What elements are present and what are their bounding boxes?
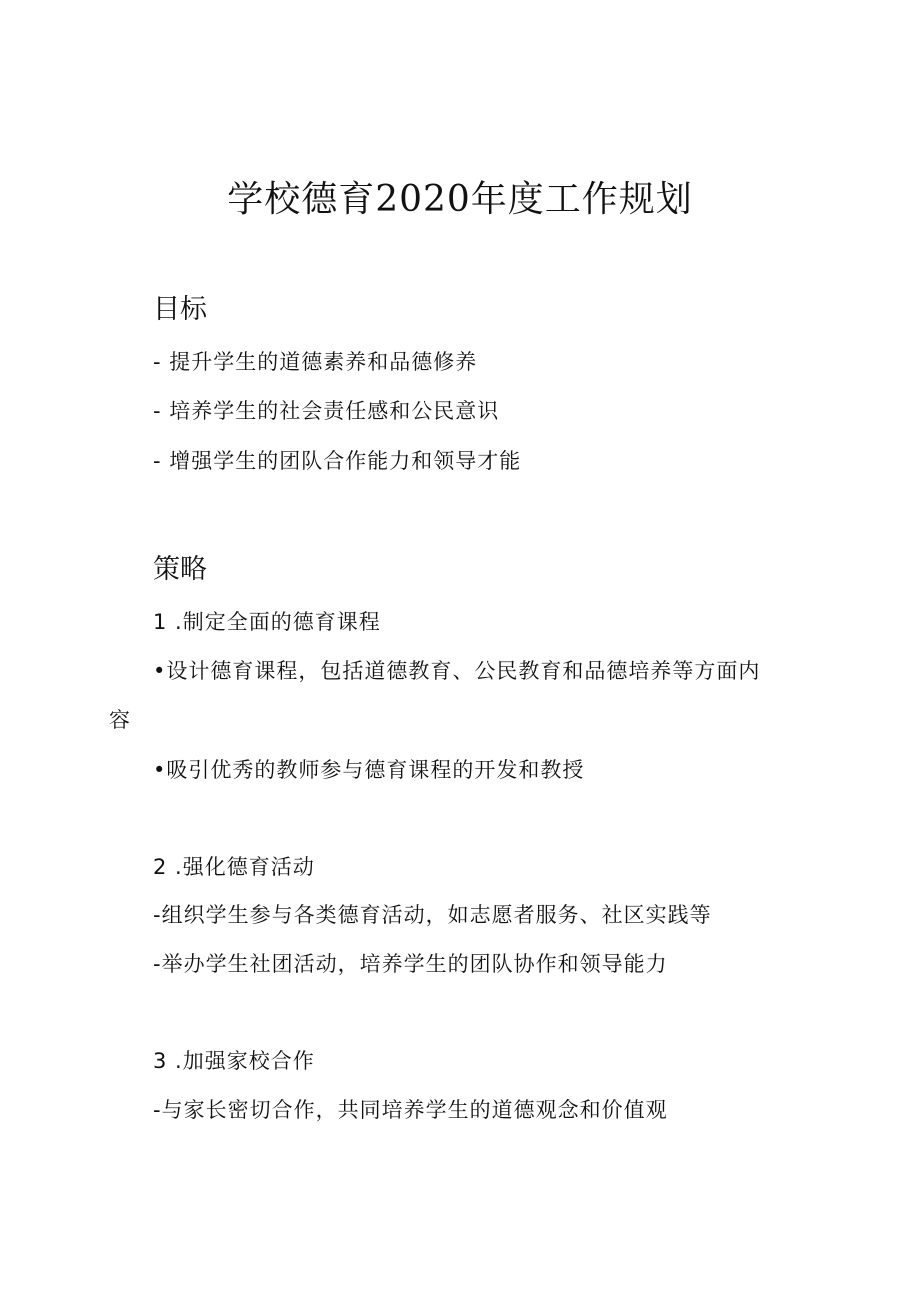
- strategy-section-title: 2 .强化德育活动: [153, 855, 315, 879]
- strategy-line: •设计德育课程，包括道德教育、公民教育和品德培养等方面内: [153, 659, 761, 683]
- goal-item: - 增强学生的团队合作能力和领导才能: [153, 449, 522, 473]
- strategy-section-title: 1 .制定全面的德育课程: [153, 610, 381, 634]
- goals-heading: 目标: [153, 294, 207, 325]
- strategy-line: -组织学生参与各类德育活动，如志愿者服务、社区实践等: [153, 903, 712, 927]
- goal-item: - 提升学生的道德素养和品德修养: [153, 350, 478, 374]
- strategy-heading: 策略: [153, 554, 207, 585]
- strategy-line: 容: [109, 708, 130, 732]
- strategy-line: •吸引优秀的教师参与德育课程的开发和教授: [153, 758, 585, 782]
- document-title: 学校德育2020年度工作规划: [227, 179, 693, 220]
- goal-item: - 培养学生的社会责任感和公民意识: [153, 399, 500, 423]
- strategy-line: -与家长密切合作，共同培养学生的道德观念和价值观: [153, 1098, 668, 1122]
- strategy-section-title: 3 .加强家校合作: [153, 1049, 315, 1073]
- strategy-line: -举办学生社团活动，培养学生的团队协作和领导能力: [153, 952, 668, 976]
